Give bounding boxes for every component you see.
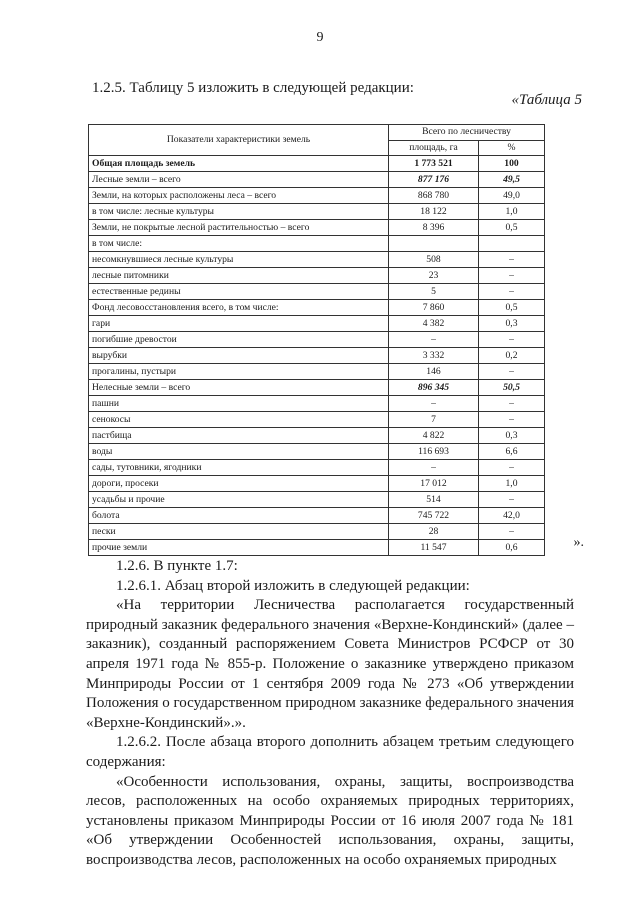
- table-row: [89, 492, 545, 508]
- row-label: воды: [89, 444, 389, 460]
- row-label: Земли, не покрытые лесной растительностью – всего: [89, 220, 389, 236]
- table-row: [89, 252, 545, 268]
- table-row: [89, 236, 545, 252]
- paragraph-block: [86, 557, 574, 871]
- row-label: пастбища: [89, 428, 389, 444]
- row-area: 877 176: [389, 172, 479, 188]
- section-heading: 1.2.5. Таблицу 5 изложить в следующей редакции:: [92, 80, 414, 96]
- table-row: [89, 220, 545, 236]
- row-percent: –: [479, 252, 545, 268]
- row-percent: 0,5: [479, 300, 545, 316]
- row-percent: –: [479, 284, 545, 300]
- row-percent: [479, 236, 545, 252]
- row-label: Нелесные земли – всего: [89, 380, 389, 396]
- page-number: 9: [316, 30, 324, 45]
- row-area: 17 012: [389, 476, 479, 492]
- row-area: 18 122: [389, 204, 479, 220]
- table-row: [89, 428, 545, 444]
- table-row: [89, 204, 545, 220]
- row-label: усадьбы и прочие: [89, 492, 389, 508]
- table-row: [89, 156, 545, 172]
- row-area: –: [389, 460, 479, 476]
- quote-paragraph-2: «Особенности использования, охраны, защиты, воспроизводства лесов, расположенных на особо охраняемых природных территориях, установлены приказом Минприроды России от 16 июля 2007 года № 181 «Об утверждении Особенностей использования, охраны, защиты, воспроизводства лесов, расположенных на особо охраняемых природных: [86, 773, 574, 868]
- row-label: пашни: [89, 396, 389, 412]
- quote-paragraph-1: «На территории Лесничества располагается государственный природный заказник федерального значения «Верхне-Кондинский» (далее – заказник), созданный распоряжением Совета Министров РСФСР от 30 апреля 1971 года № 855-р. Положение о заказнике утверждено приказом Минприроды России от 1 сентября 2009 года № 273 «Об утверждении Положения о государственном природном заказнике федерального значения «Верхне-Кондинский».».: [86, 597, 575, 731]
- row-area: 7 860: [389, 300, 479, 316]
- row-percent: 0,3: [479, 316, 545, 332]
- row-label: погибшие древостои: [89, 332, 389, 348]
- row-label: несомкнувшиеся лесные культуры: [89, 252, 389, 268]
- table-closing: ».: [573, 535, 584, 550]
- table-row: [89, 380, 545, 396]
- row-label: естественные редины: [89, 284, 389, 300]
- row-area: 7: [389, 412, 479, 428]
- row-percent: 0,3: [479, 428, 545, 444]
- row-area: –: [389, 396, 479, 412]
- row-label: лесные питомники: [89, 268, 389, 284]
- table-row: [89, 300, 545, 316]
- row-area: 1 773 521: [389, 156, 479, 172]
- table-row: [89, 364, 545, 380]
- row-area: 146: [389, 364, 479, 380]
- row-percent: 1,0: [479, 476, 545, 492]
- row-percent: –: [479, 268, 545, 284]
- row-area: 5: [389, 284, 479, 300]
- table-row: [89, 188, 545, 204]
- row-area: 514: [389, 492, 479, 508]
- row-label: сенокосы: [89, 412, 389, 428]
- row-percent: 0,2: [479, 348, 545, 364]
- table-row: [89, 460, 545, 476]
- row-label: в том числе:: [89, 236, 389, 252]
- row-percent: –: [479, 396, 545, 412]
- table-row: [89, 268, 545, 284]
- row-percent: 100: [479, 156, 545, 172]
- row-label: Фонд лесовосстановления всего, в том числе:: [89, 300, 389, 316]
- land-characteristics-table: [88, 124, 545, 556]
- table-row: [89, 476, 545, 492]
- row-percent: 42,0: [479, 508, 545, 524]
- row-percent: –: [479, 412, 545, 428]
- item-1-2-6-2: 1.2.6.2. После абзаца второго дополнить абзацем третьим следующего содержания:: [86, 734, 574, 770]
- row-percent: –: [479, 364, 545, 380]
- table-row: [89, 508, 545, 524]
- row-area: 868 780: [389, 188, 479, 204]
- row-label: Лесные земли – всего: [89, 172, 389, 188]
- row-area: 896 345: [389, 380, 479, 396]
- row-label: вырубки: [89, 348, 389, 364]
- table-row: [89, 172, 545, 188]
- row-label: в том числе: лесные культуры: [89, 204, 389, 220]
- table-row: [89, 396, 545, 412]
- row-percent: 49,5: [479, 172, 545, 188]
- row-area: 23: [389, 268, 479, 284]
- row-percent: 1,0: [479, 204, 545, 220]
- row-percent: –: [479, 492, 545, 508]
- row-percent: 49,0: [479, 188, 545, 204]
- table-body: [89, 156, 545, 556]
- row-area: 11 547: [389, 540, 479, 556]
- row-label: прочие земли: [89, 540, 389, 556]
- row-area: 4 822: [389, 428, 479, 444]
- row-label: сады, тутовники, ягодники: [89, 460, 389, 476]
- row-area: –: [389, 332, 479, 348]
- row-area: 3 332: [389, 348, 479, 364]
- row-label: болота: [89, 508, 389, 524]
- row-percent: 0,6: [479, 540, 545, 556]
- row-area: 4 382: [389, 316, 479, 332]
- row-percent: 0,5: [479, 220, 545, 236]
- table-row: [89, 284, 545, 300]
- table-row: [89, 348, 545, 364]
- row-area: 28: [389, 524, 479, 540]
- table-row: [89, 316, 545, 332]
- item-1-2-6-1: 1.2.6.1. Абзац второй изложить в следующей редакции:: [116, 577, 470, 594]
- table-row: [89, 332, 545, 348]
- header-indicator: Показатели характеристики земель: [89, 125, 389, 156]
- row-area: 116 693: [389, 444, 479, 460]
- table-row: [89, 412, 545, 428]
- row-label: дороги, просеки: [89, 476, 389, 492]
- row-label: прогалины, пустыри: [89, 364, 389, 380]
- row-percent: –: [479, 332, 545, 348]
- row-area: 745 722: [389, 508, 479, 524]
- row-percent: –: [479, 460, 545, 476]
- table-row: [89, 540, 545, 556]
- table-caption: «Таблица 5: [511, 92, 582, 108]
- row-label: гари: [89, 316, 389, 332]
- row-label: пески: [89, 524, 389, 540]
- row-percent: 6,6: [479, 444, 545, 460]
- header-total: Всего по лесничеству: [389, 125, 545, 141]
- header-percent: %: [479, 140, 545, 156]
- table-row: [89, 444, 545, 460]
- row-area: [389, 236, 479, 252]
- item-1-2-6: 1.2.6. В пункте 1.7:: [116, 558, 238, 574]
- row-label: Земли, на которых расположены леса – всего: [89, 188, 389, 204]
- row-label: Общая площадь земель: [89, 156, 389, 172]
- row-percent: 50,5: [479, 380, 545, 396]
- row-percent: –: [479, 524, 545, 540]
- table-row: [89, 524, 545, 540]
- row-area: 8 396: [389, 220, 479, 236]
- row-area: 508: [389, 252, 479, 268]
- header-area: площадь, га: [389, 140, 479, 156]
